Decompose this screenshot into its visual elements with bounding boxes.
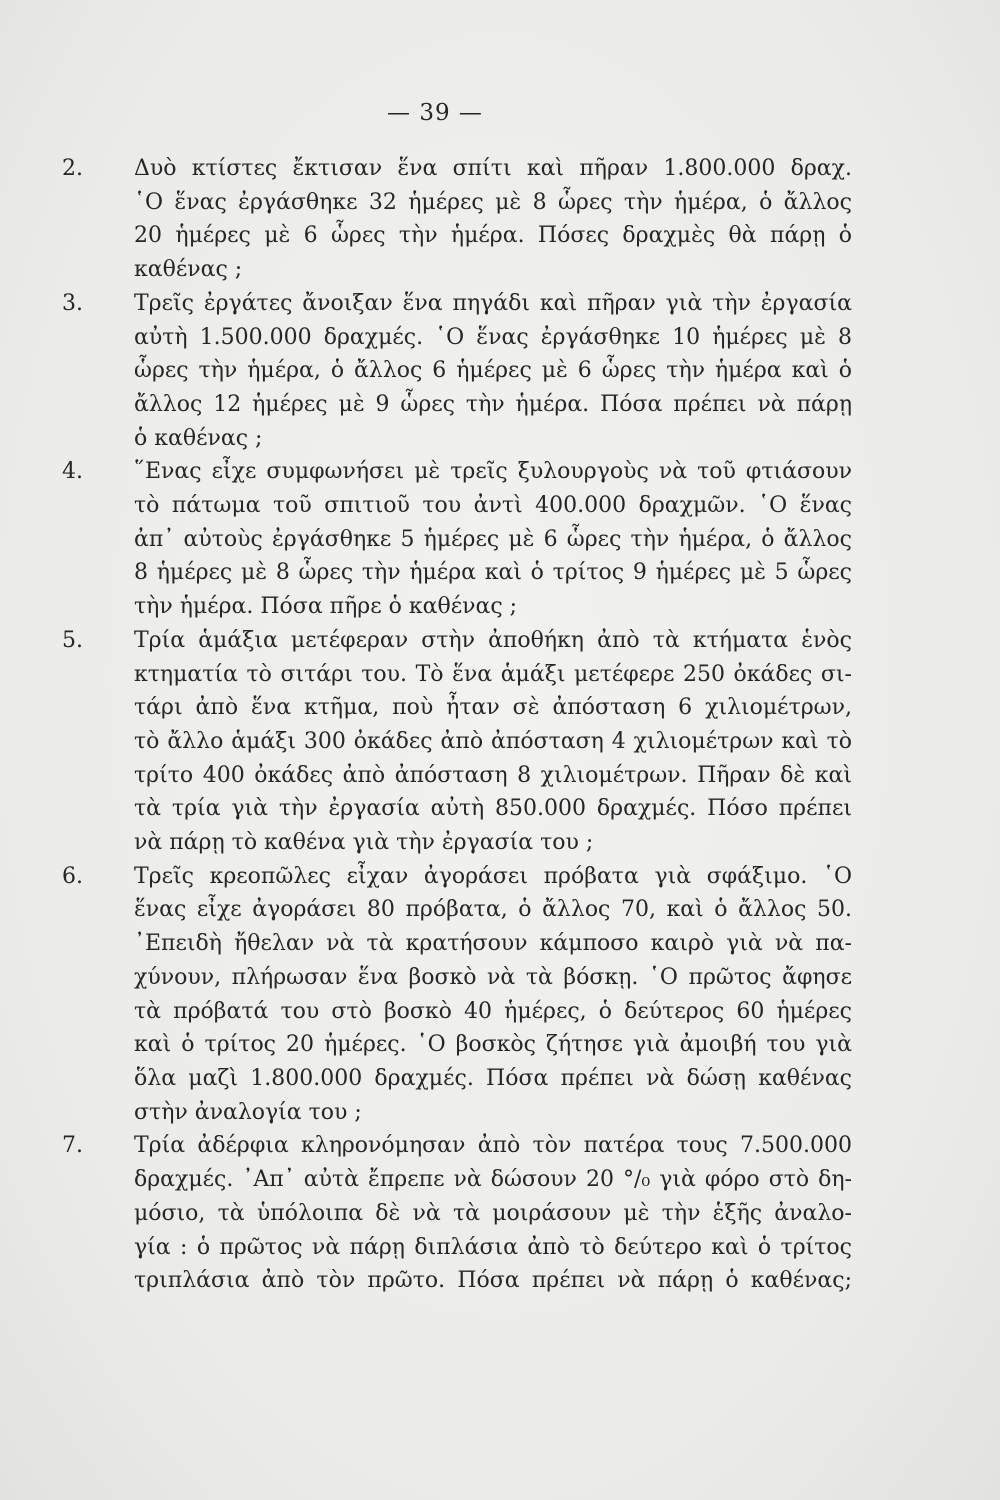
problem-text-line: ὧρες τὴν ἡμέρα, ὁ ἄλλος 6 ἡμέρες μὲ 6 ὧρες τὴν ἡμέρα καὶ ὁ bbox=[134, 358, 852, 384]
problem-text-line: 20 ἡμέρες μὲ 6 ὧρες τὴν ἡμέρα. Πόσες δραχμὲς θὰ πάρῃ ὁ bbox=[134, 223, 852, 249]
problem-text-line: κτηματία τὸ σιτάρι του. Τὸ ἕνα ἁμάξι μετέφερε 250 ὀκάδες σι- bbox=[134, 661, 852, 687]
problem-text-line: Δυὸ κτίστες ἔκτισαν ἕνα σπίτι καὶ πῆραν 1.800.000 δραχ. bbox=[134, 156, 852, 181]
problem-number: 7. bbox=[62, 1133, 83, 1159]
problem-text-line: ῾Ο ἕνας ἐργάσθηκε 32 ἡμέρες μὲ 8 ὧρες τὴν ἡμέρα, ὁ ἄλλος bbox=[134, 189, 852, 215]
problem-text-line: καὶ ὁ τρίτος 20 ἡμέρες. ῾Ο βοσκὸς ζήτησε γιὰ ἀμοιβή του γιὰ bbox=[134, 1032, 852, 1058]
problem-text-line: ἕνας εἶχε ἀγοράσει 80 πρόβατα, ὁ ἄλλος 70, καὶ ὁ ἄλλος 50. bbox=[134, 897, 852, 923]
problem-text-line: νὰ πάρῃ τὸ καθένα γιὰ τὴν ἐργασία του ; bbox=[134, 830, 594, 856]
problem-3 bbox=[62, 287, 852, 456]
problem-number: 6. bbox=[62, 863, 83, 889]
problem-text-line: τριπλάσια ἀπὸ τὸν πρῶτο. Πόσα πρέπει νὰ πάρῃ ὁ καθένας; bbox=[134, 1268, 852, 1294]
problem-text-line: Τρεῖς ἐργάτες ἄνοιξαν ἕνα πηγάδι καὶ πῆραν γιὰ τὴν ἐργασία bbox=[134, 290, 852, 316]
problem-text-line: Τρία ἁμάξια μετέφεραν στὴν ἀποθήκη ἀπὸ τὰ κτήματα ἑνὸς bbox=[134, 627, 852, 653]
problem-text-line: Τρία ἀδέρφια κληρονόμησαν ἀπὸ τὸν πατέρα τους 7.500.000 bbox=[134, 1133, 852, 1159]
problem-text-line: δραχμές. ᾽Απ᾽ αὐτὰ ἔπρεπε νὰ δώσουν 20 °/₀ γιὰ φόρο στὸ δη- bbox=[134, 1167, 852, 1193]
problem-text-line: τάρι ἀπὸ ἕνα κτῆμα, ποὺ ἦταν σὲ ἀπόσταση 6 χιλιομέτρων, bbox=[134, 695, 852, 721]
problem-text-line: τὰ πρόβατά του στὸ βοσκὸ 40 ἡμέρες, ὁ δεύτερος 60 ἡμέρες bbox=[134, 998, 852, 1024]
problem-7 bbox=[62, 1129, 852, 1298]
problem-text-line: ῞Ενας εἶχε συμφωνήσει μὲ τρεῖς ξυλουργοὺς νὰ τοῦ φτιάσουν bbox=[134, 459, 852, 485]
problem-4 bbox=[62, 455, 852, 624]
problem-text-line: στὴν ἀναλογία του ; bbox=[134, 1099, 362, 1125]
problem-text-line: ὁ καθένας ; bbox=[134, 425, 263, 451]
problem-number: 4. bbox=[62, 459, 83, 485]
page-number: — 39 — bbox=[387, 100, 483, 126]
problem-text-line: καθένας ; bbox=[134, 257, 243, 283]
problem-text-line: ᾽Επειδὴ ἤθελαν νὰ τὰ κρατήσουν κάμποσο καιρὸ γιὰ νὰ πα- bbox=[134, 931, 852, 957]
problem-text-line: τρίτο 400 ὀκάδες ἀπὸ ἀπόσταση 8 χιλιομέτρων. Πῆραν δὲ καὶ bbox=[134, 762, 852, 788]
problem-text-line: τὴν ἡμέρα. Πόσα πῆρε ὁ καθένας ; bbox=[134, 594, 518, 620]
problem-number: 3. bbox=[62, 290, 83, 316]
problem-list bbox=[62, 152, 852, 1298]
problem-text-line: τὰ τρία γιὰ τὴν ἐργασία αὐτὴ 850.000 δραχμές. Πόσο πρέπει bbox=[134, 796, 852, 822]
problem-text-line: τὸ πάτωμα τοῦ σπιτιοῦ του ἀντὶ 400.000 δραχμῶν. ῾Ο ἕνας bbox=[134, 493, 852, 519]
problem-text-line: τὸ ἄλλο ἁμάξι 300 ὀκάδες ἀπὸ ἀπόσταση 4 χιλιομέτρων καὶ τὸ bbox=[134, 728, 852, 754]
problem-number: 5. bbox=[62, 627, 83, 653]
problem-5 bbox=[62, 624, 852, 860]
problem-text-line: ἀπ᾽ αὐτοὺς ἐργάσθηκε 5 ἡμέρες μὲ 6 ὧρες τὴν ἡμέρα, ὁ ἄλλος bbox=[134, 526, 852, 552]
problem-text-line: ἄλλος 12 ἡμέρες μὲ 9 ὧρες τὴν ἡμέρα. Πόσα πρέπει νὰ πάρῃ bbox=[134, 391, 852, 417]
problem-text-line: χύνουν, πλήρωσαν ἕνα βοσκὸ νὰ τὰ βόσκῃ. ῾Ο πρῶτος ἄφησε bbox=[134, 964, 852, 990]
problem-text-line: μόσιο, τὰ ὑπόλοιπα δὲ νὰ τὰ μοιράσουν μὲ τὴν ἑξῆς ἀναλο- bbox=[134, 1200, 852, 1226]
problem-text-line: αὐτὴ 1.500.000 δραχμές. ῾Ο ἕνας ἐργάσθηκε 10 ἡμέρες μὲ 8 bbox=[134, 324, 852, 350]
problem-text-line: Τρεῖς κρεοπῶλες εἶχαν ἀγοράσει πρόβατα γιὰ σφάξιμο. ῾Ο bbox=[134, 863, 852, 889]
problem-text-line: ὅλα μαζὶ 1.800.000 δραχμές. Πόσα πρέπει νὰ δώσῃ καθένας bbox=[134, 1065, 852, 1091]
problem-2 bbox=[62, 152, 852, 287]
problem-6 bbox=[62, 860, 852, 1130]
problem-text-line: 8 ἡμέρες μὲ 8 ὧρες τὴν ἡμέρα καὶ ὁ τρίτος 9 ἡμέρες μὲ 5 ὧρες bbox=[134, 560, 852, 586]
problem-number: 2. bbox=[62, 156, 83, 181]
problem-text-line: γία : ὁ πρῶτος νὰ πάρῃ διπλάσια ἀπὸ τὸ δεύτερο καὶ ὁ τρίτος bbox=[134, 1234, 852, 1260]
